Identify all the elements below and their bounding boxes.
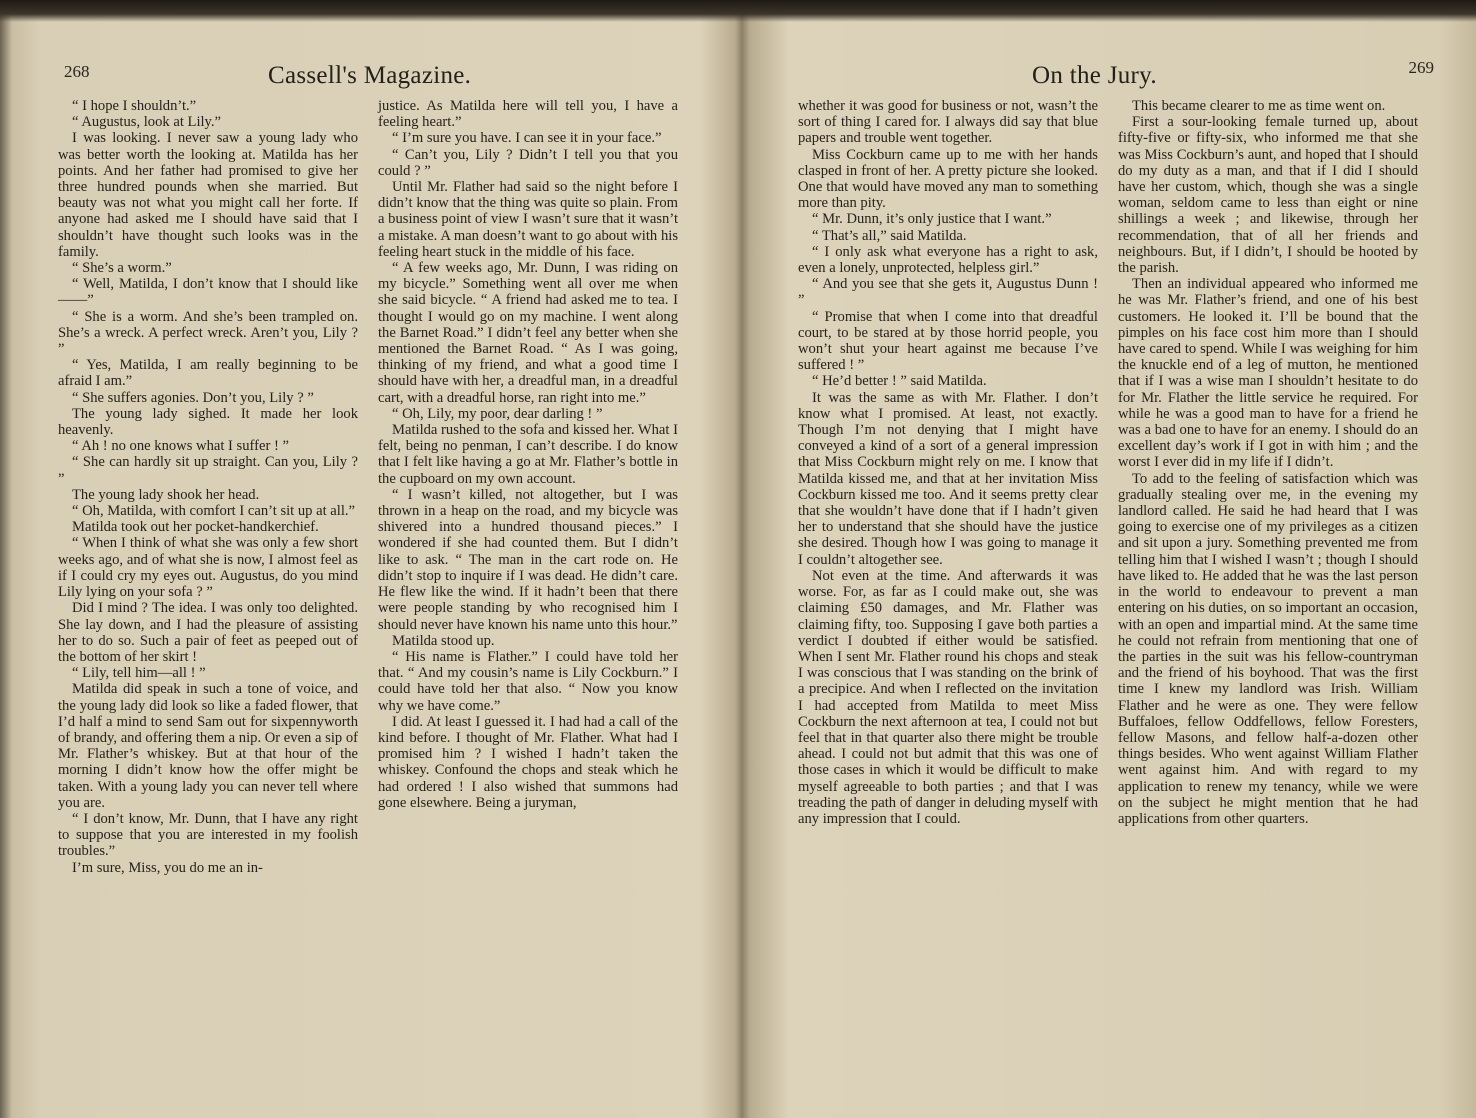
left-column-1 (58, 98, 358, 876)
paragraph: “ Can’t you, Lily ? Didn’t I tell you that you could ? ” (378, 146, 678, 179)
paragraph: The young lady sighed. It made her look heavenly. (58, 405, 358, 439)
paragraph: Until Mr. Flather had said so the night before I didn’t know that the thing was quite so plain. From a business point of view I wasn’t sure that it wasn’t a mistake. A man doesn’t want to go about with his feeling heart stuck in the middle of his face. (378, 179, 678, 260)
paragraph: Matilda stood up. (392, 632, 495, 649)
paragraph: “ Ah ! no one knows what I suffer ! ” (72, 438, 289, 455)
paragraph: “ She is a worm. And she’s been trampled on. She’s a wreck. A perfect wreck. Aren’t you, Lily ? ” (58, 308, 358, 358)
right-column-2 (1118, 98, 1418, 827)
paragraph: justice. As Matilda here will tell you, I have a feeling heart.” (378, 98, 678, 131)
paragraph: Miss Cockburn came up to me with her hands clasped in front of her. A pretty picture she looked. One that would have moved any man to something more than pity. (798, 146, 1098, 212)
paragraph: “ Oh, Lily, my poor, dear darling ! ” (392, 405, 603, 422)
paragraph: “ Promise that when I come into that dreadful court, to be stared at by those horrid people, you won’t shut your heart against me because I’ve suffered ! ” (798, 308, 1098, 374)
right-column-1 (798, 98, 1098, 827)
paragraph: This became clearer to me as time went on. (1132, 98, 1386, 114)
paragraph: I was looking. I never saw a young lady who was better worth the looking at. Matilda has her points. And her father had promised to give her three hundred pounds when she married. But beauty was not what you might call her forte. If anyone had asked me I should have said that I shouldn’t have thought such looks was in the family. (58, 130, 358, 260)
paragraph: “ She suffers agonies. Don’t you, Lily ? ” (72, 389, 314, 406)
paragraph: whether it was good for business or not, wasn’t the sort of thing I cared for. I always did say that blue papers and trouble went together. (798, 98, 1098, 147)
paragraph: “ I’m sure you have. I can see it in your face.” (392, 130, 662, 147)
paragraph: Did I mind ? The idea. I was only too delighted. She lay down, and I had the pleasure of assisting her to do so. Such a pair of feet as peeped out of the bottom of her skirt ! (58, 600, 358, 665)
right-page (798, 56, 1438, 827)
paragraph: “ Lily, tell him—all ! ” (72, 665, 206, 682)
paragraph: It was the same as with Mr. Flather. I don’t know what I promised. At least, not exactly. Though I’m not denying that I might have conveyed a kind of a sort of a general impression that Miss Cockburn might rely on me. I know that Matilda kissed me, and that at her invitation Miss Cockburn kissed me too. And it seems pretty clear that she wouldn’t have done that if I hadn’t given her to understand that she should have the justice she desired. Though how I was going to manage it I couldn’t altogether see. (798, 389, 1098, 568)
paragraph: “ Yes, Matilda, I am really beginning to be afraid I am.” (58, 357, 358, 390)
page-number-left: 268 (64, 62, 90, 81)
paragraph: Matilda took out her pocket-handkerchief. (72, 519, 319, 536)
paragraph: Not even at the time. And afterwards it was worse. For, as far as I could make out, she was claiming £50 damages, and Mr. Flather was claiming fifty, too. Supposing I gave both parties a verdict I doubted if either would be satisfied. When I sent Mr. Flather round his chops and steak I was conscious that I was standing on the brink of a precipice. And when I reflected on the invitation I had accepted from Matilda to meet Miss Cockburn the next afternoon at tea, I could not but feel that in that quarter also there might be trouble ahead. I could not but admit that this was one of those cases in which it would be difficult to make myself agreeable to both parties ; and that I was treading the path of danger in deluding myself with any impression that I could. (798, 567, 1098, 827)
paragraph: The young lady shook her head. (72, 486, 260, 503)
paragraph: “ I wasn’t killed, not altogether, but I was thrown in a heap on the road, and my bicycle was shivered into a hundred thousand pieces.” I wondered if she had counted them. But I didn’t like to ask. “ The man in the cart rode on. He didn’t stop to inquire if I was dead. He didn’t care. He flew like the wind. If it hadn’t been that there were people standing by who recognised him I should never have known his name unto this hour.” (378, 486, 678, 633)
paragraph: “ When I think of what she was only a few short weeks ago, and of what she is now, I almost feel as if I could cry my eyes out. Augustus, do you mind Lily lying on your sofa ? ” (58, 535, 358, 601)
page-number-right: 269 (1408, 58, 1434, 77)
left-column-2 (378, 98, 678, 876)
right-columns (798, 98, 1438, 827)
left-page (58, 56, 718, 876)
paragraph: “ I hope I shouldn’t.” (72, 98, 197, 114)
paragraph: “ His name is Flather.” I could have told her that. “ And my cousin’s name is Lily Cockburn.” I could have told her that also. “ Now you know why we have come.” (378, 648, 678, 714)
left-running-head (58, 56, 718, 98)
right-running-head (798, 56, 1438, 98)
paragraph: “ Well, Matilda, I don’t know that I should like——” (58, 276, 358, 309)
paragraph: “ Mr. Dunn, it’s only justice that I want.” (812, 211, 1052, 228)
paragraph: “ She can hardly sit up straight. Can you, Lily ? ” (58, 454, 358, 487)
paragraph: “ He’d better ! ” said Matilda. (812, 373, 987, 390)
paragraph: To add to the feeling of satisfaction which was gradually stealing over me, in the evening my landlord called. He said he had heard that I was going to exercise one of my privileges as a citizen and sit upon a jury. Something prevented me from telling him that I wished I wasn’t ; though I should have liked to. He added that he was the last person in the world to endeavour to prevent a man entering on his duties, on so important an occasion, with an open and impartial mind. At the same time he could not refrain from mentioning that one of the parties in the suit was his fellow-countryman and the friend of his boyhood. That was the first time I knew my landlord was Irish. William Flather and he were as one. They were fellow Buffaloes, fellow Oddfellows, fellow Foresters, fellow Masons, and fellow half-a-dozen other things besides. Who went against William Flather went against him. And with regard to my application to renew my tenancy, while we were on the subject he might mention that he had applications from other quarters. (1118, 470, 1418, 827)
story-title: On the Jury. (1032, 62, 1157, 89)
paragraph: “ Oh, Matilda, with comfort I can’t sit up at all.” (72, 503, 356, 520)
paragraph: “ That’s all,” said Matilda. (812, 227, 967, 244)
top-shadow (0, 0, 1476, 22)
paragraph: “ A few weeks ago, Mr. Dunn, I was riding on my bicycle.” Something went all over me when she said bicycle. “ A friend had asked me to tea. I thought I would go on my machine. I went along the Barnet Road.” I didn’t feel any better when she mentioned the Barnet Road. “ As I was going, thinking of my friend, and what a good time I should have with her, a dreadful man, in a dreadful cart, with a dreadful horse, ran right into me.” (378, 260, 678, 406)
paragraph: “ I don’t know, Mr. Dunn, that I have any right to suppose that you are interested in my foolish troubles.” (58, 810, 358, 860)
paragraph: “ Augustus, look at Lily.” (72, 114, 222, 131)
paragraph: Matilda did speak in such a tone of voice, and the young lady did look so like a faded flower, that I’d half a mind to send Sam out for sixpennyworth of brandy, and offering them a nip. Or even a sip of Mr. Flather’s whiskey. But at that hour of the morning I didn’t know how the offer might be taken. With a young lady you can never tell where you are. (58, 681, 358, 811)
magazine-title: Cassell's Magazine. (268, 62, 472, 89)
paragraph: Then an individual appeared who informed me he was Mr. Flather’s friend, and one of his best customers. He looked it. I’ll be bound that the pimples on his face cost him more than I should have cared to spend. While I was weighing for him the knuckle end of a leg of mutton, he mentioned that if I was a wise man I shouldn’t hesitate to do for Mr. Flather the little service he required. For while he was a good man to have for a friend he was a bad one to have for an enemy. I should do an excellent day’s work if I got in with him ; and the worst I ever did in my life if I didn’t. (1118, 276, 1418, 471)
left-columns (58, 98, 718, 876)
paragraph: I’m sure, Miss, you do me an in- (72, 859, 263, 876)
paragraph: “ And you see that she gets it, Augustus Dunn ! ” (798, 276, 1098, 309)
paragraph: “ She’s a worm.” (72, 260, 172, 277)
paragraph: First a sour-looking female turned up, about fifty-five or fifty-six, who informed me that she was Miss Cockburn’s aunt, and hoped that I should do my duty as a man, and that if I did I should have her custom, which, though she was a single woman, seldom came to less than eight or nine shillings a week ; and likewise, through her recommendation, that of all her friends and neighbours. But, if I didn’t, I should be hooted by the parish. (1118, 114, 1418, 277)
paragraph: Matilda rushed to the sofa and kissed her. What I felt, being no penman, I can’t describe. I do know that I felt like having a go at Mr. Flather’s bottle in the cupboard on my own account. (378, 422, 678, 487)
paragraph: I did. At least I guessed it. I had had a call of the kind before. I thought of Mr. Flather. What had I promised him ? I wished I hadn’t taken the whiskey. Confound the chops and steak which he had ordered ! I also wished that summons had gone elsewhere. Being a juryman, (378, 713, 678, 811)
paragraph: “ I only ask what everyone has a right to ask, even a lonely, unprotected, helpless girl.” (798, 243, 1098, 277)
